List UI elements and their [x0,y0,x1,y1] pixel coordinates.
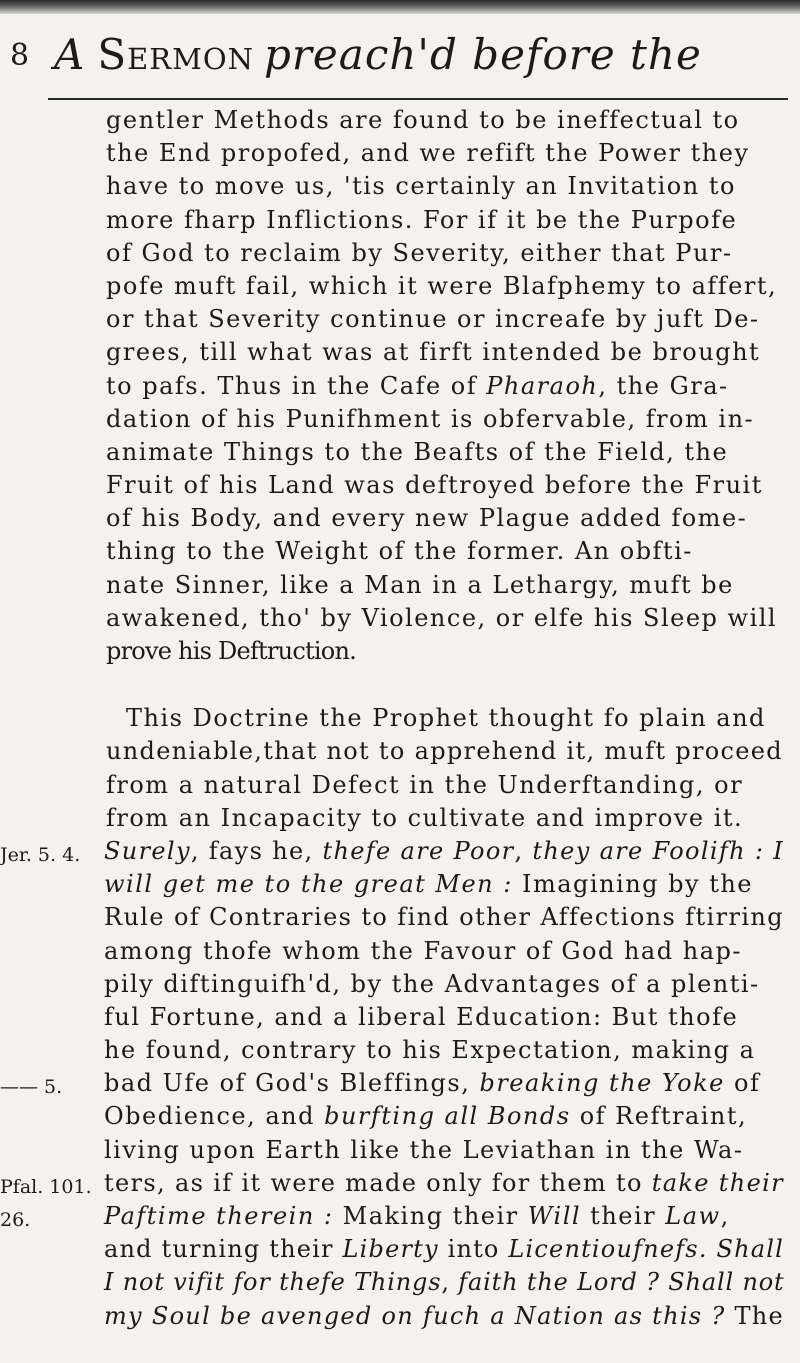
line-text [104,835,784,868]
text-line [0,170,800,203]
text-line [0,702,800,735]
line-text [104,1300,784,1333]
italic-run: Licentioufnefs. Shall [508,1235,785,1264]
running-title-article: A [54,30,86,79]
text-line [0,1034,800,1067]
line-text: animate Things to the Beafts of the Field, the [106,437,729,466]
line-text: from an Incapacity to cultivate and improve it. [106,803,744,832]
italic-run: Pharaoh [486,371,599,400]
line-text: pily diftinguifh'd, by the Advantages of a plenti- [104,969,760,998]
text-line [0,1233,800,1266]
text-line [0,901,800,934]
text-line [0,1266,800,1299]
line-text: prove his Deftruction. [106,637,356,665]
roman-run: of Reftraint, [570,1102,748,1131]
roman-run: of [724,1069,761,1098]
text-line [0,1001,800,1034]
roman-run: and turning their [104,1235,343,1264]
italic-run: breaking the Yoke [479,1069,725,1098]
roman-run: The [725,1301,784,1330]
line-text: ful Fortune, and a liberal Education: But thofe [104,1002,739,1031]
text-line [0,436,800,469]
text-line [0,635,800,668]
italic-run: Paftime therein : [104,1202,334,1230]
italic-run: thefe are Poor [322,836,515,865]
roman-run: , fays he, [190,836,323,865]
roman-run: Obedience, and [104,1102,325,1131]
line-text [106,370,729,403]
roman-run: , [720,1202,730,1230]
line-text: thing to the Weight of the former. An obfti- [106,537,693,566]
running-title-tail: preach'd before the [263,30,702,79]
line-text: gentler Methods are found to be ineffectual to [106,106,740,134]
roman-run: Imagining by the [512,870,754,899]
line-text: Fruit of his Land was deftroyed before the Fruit [106,471,763,500]
line-text [104,868,753,901]
roman-run: , [514,836,533,865]
header-rule [48,98,788,100]
running-title-sermon: Sermon [97,30,254,79]
line-text: from a natural Defect in the Underftanding, or [106,770,744,799]
text-line [0,535,800,568]
text-line [0,1134,800,1167]
italic-run: Will [527,1202,582,1230]
text-line [0,1067,800,1100]
line-text: have to move us, 'tis certainly an Invitation to [106,172,736,201]
italic-run: they are Foolifh : I [532,836,785,865]
italic-run: my Soul be avenged on fuch a Nation as this ? [104,1301,726,1330]
page-number: 8 [10,38,30,73]
line-text: more fharp Inflictions. For if it be the Purpofe [106,205,738,234]
line-text [104,1067,760,1100]
text-line [0,935,800,968]
text-line [0,835,800,868]
top-edge-shadow [0,0,800,14]
italic-run: faith the Lord ? Shall not [458,1268,785,1297]
text-line [0,502,800,535]
text-line [0,569,800,602]
text-line [0,602,800,635]
sermon-text [0,104,800,1333]
text-line [0,104,800,137]
text-line [0,204,800,237]
italic-run: Law [665,1202,721,1230]
line-text: the End propofed, and we refift the Power they [106,139,750,168]
text-line [0,868,800,901]
margin-reference: 26. [0,1209,31,1231]
line-text [104,1266,785,1299]
italic-run: take their [651,1168,784,1197]
text-line [0,270,800,303]
text-line [0,370,800,403]
text-line [0,237,800,270]
running-title [54,30,702,79]
text-line [0,968,800,1001]
line-text: or that Severity continue or increafe by juft De- [106,305,760,334]
line-text: living upon Earth like the Leviathan in the Wa- [104,1135,744,1164]
text-line [0,403,800,436]
line-text [104,1167,784,1200]
italic-run: burfting all Bonds [324,1102,571,1131]
line-text: nate Sinner, like a Man in a Lethargy, muft be [106,570,734,599]
roman-run: , the Gra- [598,371,729,400]
margin-reference: Jer. 5. 4. [0,843,81,866]
italic-run: Liberty [342,1235,439,1264]
roman-run: , [441,1268,459,1297]
roman-run: ters, as if it were made only for them to [104,1168,652,1197]
text-line [0,769,800,802]
text-line [0,1167,800,1200]
line-text: Rule of Contraries to find other Affections ftirring [104,903,785,932]
text-line [0,802,800,835]
line-text: dation of his Punifhment is obfervable, from in- [106,404,755,433]
roman-run: their [581,1202,666,1230]
line-text [104,1200,730,1233]
text-line [0,336,800,369]
roman-run: into [438,1235,509,1264]
text-line [0,1200,800,1233]
margin-reference: Pfal. 101. [0,1175,92,1198]
line-text [104,1100,747,1133]
italic-run: Surely [104,836,191,865]
roman-run: to pafs. Thus in the Cafe of [106,371,487,400]
text-line [0,735,800,768]
line-text: of his Body, and every new Plague added fome- [106,504,748,533]
text-line [0,303,800,336]
running-header [0,30,800,100]
line-text: he found, contrary to his Expectation, making a [104,1036,756,1065]
italic-run: I not vifit for thefe Things [104,1268,442,1297]
line-text: undeniable,that not to apprehend it, muft proceed [106,737,783,766]
roman-run: Making their [333,1202,528,1230]
text-line [0,137,800,170]
text-line [0,469,800,502]
line-text: This Doctrine the Prophet thought fo plain and [126,704,766,733]
line-text: among thofe whom the Favour of God had hap- [104,936,742,965]
line-text: grees, till what was at firft intended be brought [106,338,761,367]
roman-run: bad Ufe of God's Bleffings, [104,1069,480,1098]
margin-reference: —— 5. [0,1076,63,1099]
text-line [0,1100,800,1133]
italic-run: will get me to the great Men : [104,870,513,899]
line-text: pofe muft fail, which it were Blafphemy to affert, [106,271,778,300]
line-text: awakened, tho' by Violence, or elfe his Sleep will [106,603,778,632]
text-line [0,1300,800,1333]
line-text [104,1233,784,1266]
line-text: of God to reclaim by Severity, either that Pur- [106,238,733,267]
paragraph-gap [0,668,800,702]
